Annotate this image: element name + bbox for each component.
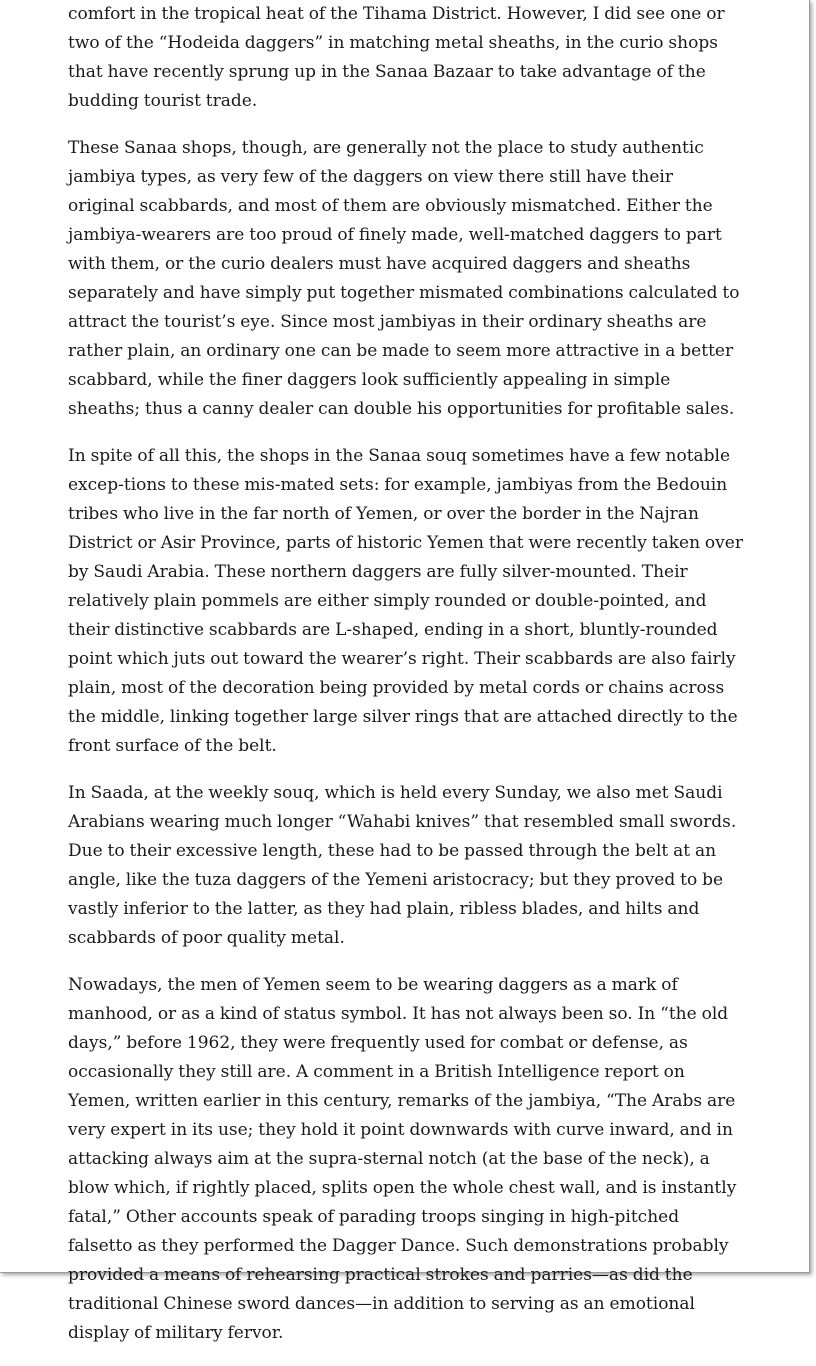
paragraph-3: In spite of all this, the shops in the Sanaa souq sometimes have a few notable excep-tions to these mis-mated sets: for example, jambiyas from the Bedouin tribes who live in the far north of Yemen, or over the border in the Najran District or Asir Province, parts of historic Yemen that were recently taken over by Saudi Arabia. These northern daggers are fully silver-mounted. Their relatively plain pommels are either simply rounded or double-pointed, and their distinctive scabbards are L-shaped, ending in a short, bluntly-rounded point which juts out toward the wearer’s right. Their scabbards are also fairly plain, most of the decoration being provided by metal cords or chains across the middle, linking together large silver rings that are attached directly to the front surface of the belt. <box>68 446 743 756</box>
article-body <box>68 0 744 1366</box>
paragraph-2: These Sanaa shops, though, are generally not the place to study authentic jambiya types, as very few of the daggers on view there still have their original scabbards, and most of them are obviously mismatched. Either the jambiya-wearers are too proud of finely made, well-matched daggers to part with them, or the curio dealers must have acquired daggers and sheaths separately and have simply put together mismated combinations calculated to attract the tourist’s eye. Since most jambiyas in their ordinary sheaths are rather plain, an ordinary one can be made to seem more attractive in a better scabbard, while the finer daggers look sufficiently appealing in simple sheaths; thus a canny dealer can double his opportunities for profitable sales. <box>68 138 740 419</box>
paragraph-1: comfort in the tropical heat of the Tihama District. However, I did see one or two of the “Hodeida daggers” in matching metal sheaths, in the curio shops that have recently sprung up in the Sanaa Bazaar to take advantage of the budding tourist trade. <box>68 4 725 111</box>
paragraph-5: Nowadays, the men of Yemen seem to be wearing daggers as a mark of manhood, or as a kind of status symbol. It has not always been so. In “the old days,” before 1962, they were frequently used for combat or defense, as occasionally they still are. A comment in a British Intelligence report on Yemen, written earlier in this century, remarks of the jambiya, “The Arabs are very expert in its use; they hold it point downwards with curve inward, and in attacking always aim at the supra-sternal notch (at the base of the neck), a blow which, if rightly placed, splits open the whole chest wall, and is instantly fatal,” Other accounts speak of parading troops singing in high-pitched falsetto as they performed the Dagger Dance. Such demonstrations probably provided a means of rehearsing practical strokes and parries—as did the traditional Chinese sword dances—in addition to serving as an emotional display of military fervor. <box>68 975 737 1343</box>
paragraph-4: In Saada, at the weekly souq, which is held every Sunday, we also met Saudi Arabians wearing much longer “Wahabi knives” that resembled small swords. Due to their excessive length, these had to be passed through the belt at an angle, like the tuza daggers of the Yemeni aristocracy; but they proved to be vastly inferior to the latter, as they had plain, ribless blades, and hilts and scabbards of poor quality metal. <box>68 783 737 948</box>
